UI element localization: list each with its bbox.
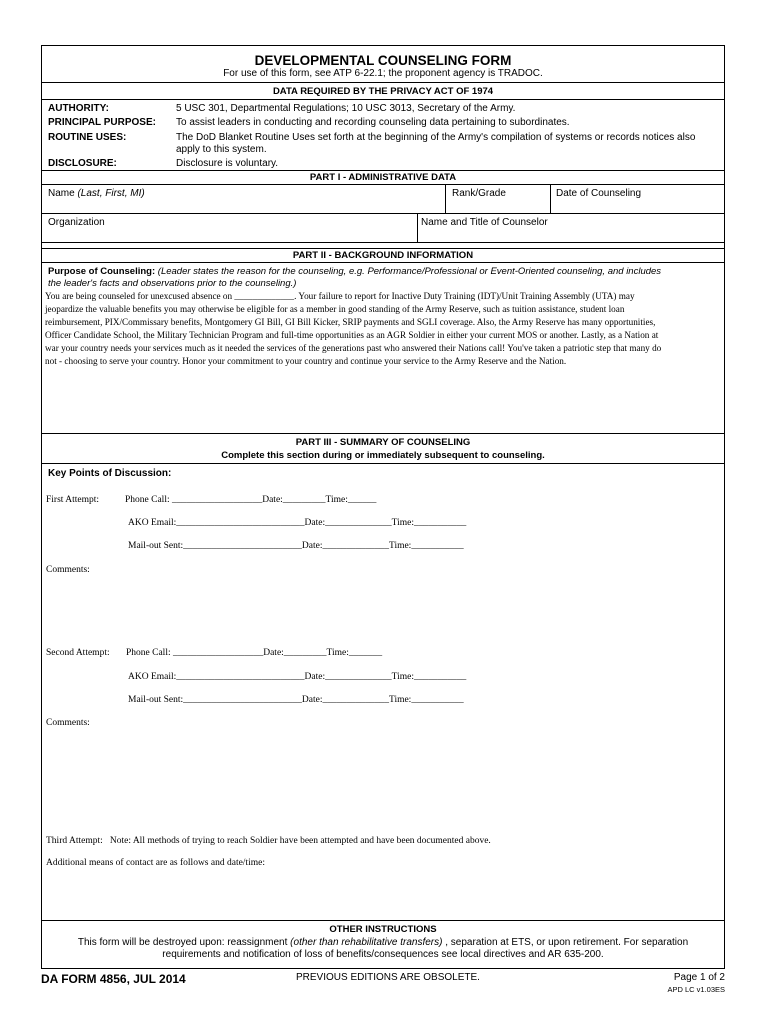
purpose-hint-2: the leader's facts and observations prior to the counseling.) [48, 278, 297, 289]
authority-label: AUTHORITY: [48, 103, 109, 114]
name-label: Name [48, 188, 75, 199]
privacy-heading: DATA REQUIRED BY THE PRIVACY ACT OF 1974 [272, 86, 494, 97]
part1-heading: PART I - ADMINISTRATIVE DATA [309, 172, 457, 183]
divider [42, 99, 724, 100]
first-phone-line[interactable]: Phone Call: ___________________Date:_________Time:______ [125, 495, 377, 505]
background-line: war your country needs your services much as it needed the services of the generations past who answered their Nations call! You've taken a patriotic step that many do [45, 343, 662, 353]
divider [42, 463, 724, 464]
rank-grade-label: Rank/Grade [452, 188, 506, 199]
third-attempt-note: Note: All methods of trying to reach Soldier have been attempted and have been documented above. [109, 836, 491, 846]
organization-field[interactable] [48, 217, 105, 228]
divider [42, 248, 724, 249]
second-attempt-label: Second Attempt: [46, 648, 110, 658]
authority-text: 5 USC 301, Departmental Regulations; 10 USC 3013, Secretary of the Army. [176, 103, 516, 114]
divider [417, 213, 418, 242]
divider [550, 184, 551, 213]
part2-heading: PART II - BACKGROUND INFORMATION [292, 250, 474, 261]
routine-uses-text-1: The DoD Blanket Routine Uses set forth at the beginning of the Army's compilation of systems or records notices also [176, 132, 696, 143]
first-mail-line[interactable]: Mail-out Sent:_________________________Date:______________Time:___________ [128, 541, 464, 551]
routine-uses-text-2: apply to this system. [176, 144, 267, 155]
counseling-form [41, 45, 725, 969]
third-attempt-label: Third Attempt: [46, 836, 103, 846]
comments-1-label: Comments: [46, 565, 90, 575]
second-phone-line[interactable]: Phone Call: ___________________Date:_________Time:_______ [126, 648, 383, 658]
other-instructions-line2: requirements and notification of loss of benefits/consequences see local directives and AR 635-200. [162, 949, 604, 960]
date-of-counseling-field[interactable] [556, 188, 641, 199]
counselor-field[interactable] [421, 217, 548, 228]
form-title: DEVELOPMENTAL COUNSELING FORM [254, 53, 512, 68]
other-line1-c: , separation at ETS, or upon retirement. For separation [442, 937, 689, 948]
background-line: reimbursement, PIX/Commissary benefits, Montgomery GI Bill, GI Bill Kicker, SRIP payments and SGLI coverage. Also, the Army Reserve has many opportunities, [45, 317, 656, 327]
second-ako-line[interactable]: AKO Email:___________________________Date:______________Time:___________ [128, 672, 467, 682]
other-instructions-heading: OTHER INSTRUCTIONS [329, 924, 437, 935]
divider [42, 82, 724, 83]
purpose-hint-1: (Leader states the reason for the counseling, e.g. Performance/Professional or Event-Oriented counseling, and includes [157, 266, 662, 277]
first-attempt-label: First Attempt: [46, 495, 100, 505]
counselor-label: Name and Title of Counselor [421, 217, 548, 228]
organization-label: Organization [48, 217, 105, 228]
principal-purpose-text: To assist leaders in conducting and recording counseling data pertaining to subordinates. [176, 117, 570, 128]
background-text[interactable] [45, 290, 661, 368]
divider [42, 262, 724, 263]
disclosure-label: DISCLOSURE: [48, 158, 117, 169]
disclosure-text: Disclosure is voluntary. [176, 158, 279, 169]
background-line: Officer Candidate School, the Military Technician Program and full-time opportunities as an AGR Soldier in either your current MOS or another. Lastly, as a Nation at [45, 330, 659, 340]
background-line: You are being counseled for unexcused absence on _____________. Your failure to report for Inactive Duty Training (IDT)/Unit Training Assembly (UTA) may [45, 291, 635, 301]
divider [42, 213, 724, 214]
divider [42, 184, 724, 185]
version-label: APD LC v1.03ES [667, 985, 725, 994]
routine-uses-label: ROUTINE USES: [48, 132, 127, 143]
comments-2-label: Comments: [46, 718, 90, 728]
divider [42, 920, 724, 921]
purpose-label: Purpose of Counseling: [48, 266, 156, 277]
divider [42, 242, 724, 243]
previous-editions: PREVIOUS EDITIONS ARE OBSOLETE. [296, 972, 480, 983]
additional-contact-label[interactable]: Additional means of contact are as follows and date/time: [46, 858, 265, 868]
third-attempt [46, 836, 491, 846]
background-line: jeopardize the valuable benefits you may otherwise be eligible for as a member in good standing of the Army Reserve, such as tuition assistance, student loan [45, 304, 625, 314]
divider [42, 170, 724, 171]
rank-grade-field[interactable] [452, 188, 506, 199]
page-number: Page 1 of 2 [673, 972, 725, 983]
first-ako-line[interactable]: AKO Email:___________________________Date:______________Time:___________ [128, 518, 467, 528]
principal-purpose-label: PRINCIPAL PURPOSE: [48, 117, 156, 128]
part3-subheading: Complete this section during or immediately subsequent to counseling. [221, 450, 545, 461]
second-mail-line[interactable]: Mail-out Sent:_________________________Date:______________Time:___________ [128, 695, 464, 705]
divider [445, 184, 446, 213]
part3-heading: PART III - SUMMARY OF COUNSELING [295, 437, 471, 448]
divider [42, 433, 724, 434]
form-subtitle: For use of this form, see ATP 6-22.1; the proponent agency is TRADOC. [223, 68, 543, 79]
date-of-counseling-label: Date of Counseling [556, 188, 642, 199]
background-line: not - choosing to serve your country. Honor your commitment to your country and continue your service to the Army Reserve and the Nation. [45, 356, 567, 366]
other-line1-b: (other than rehabilitative transfers) [290, 937, 443, 948]
other-instructions-line1 [42, 937, 724, 948]
form-id: DA FORM 4856, JUL 2014 [41, 972, 186, 986]
name-field[interactable] [48, 188, 145, 199]
purpose-of-counseling [48, 266, 661, 277]
key-points-label: Key Points of Discussion: [48, 468, 172, 479]
name-hint: (Last, First, MI) [77, 188, 145, 199]
other-line1-a: This form will be destroyed upon: reassignment [77, 937, 291, 948]
